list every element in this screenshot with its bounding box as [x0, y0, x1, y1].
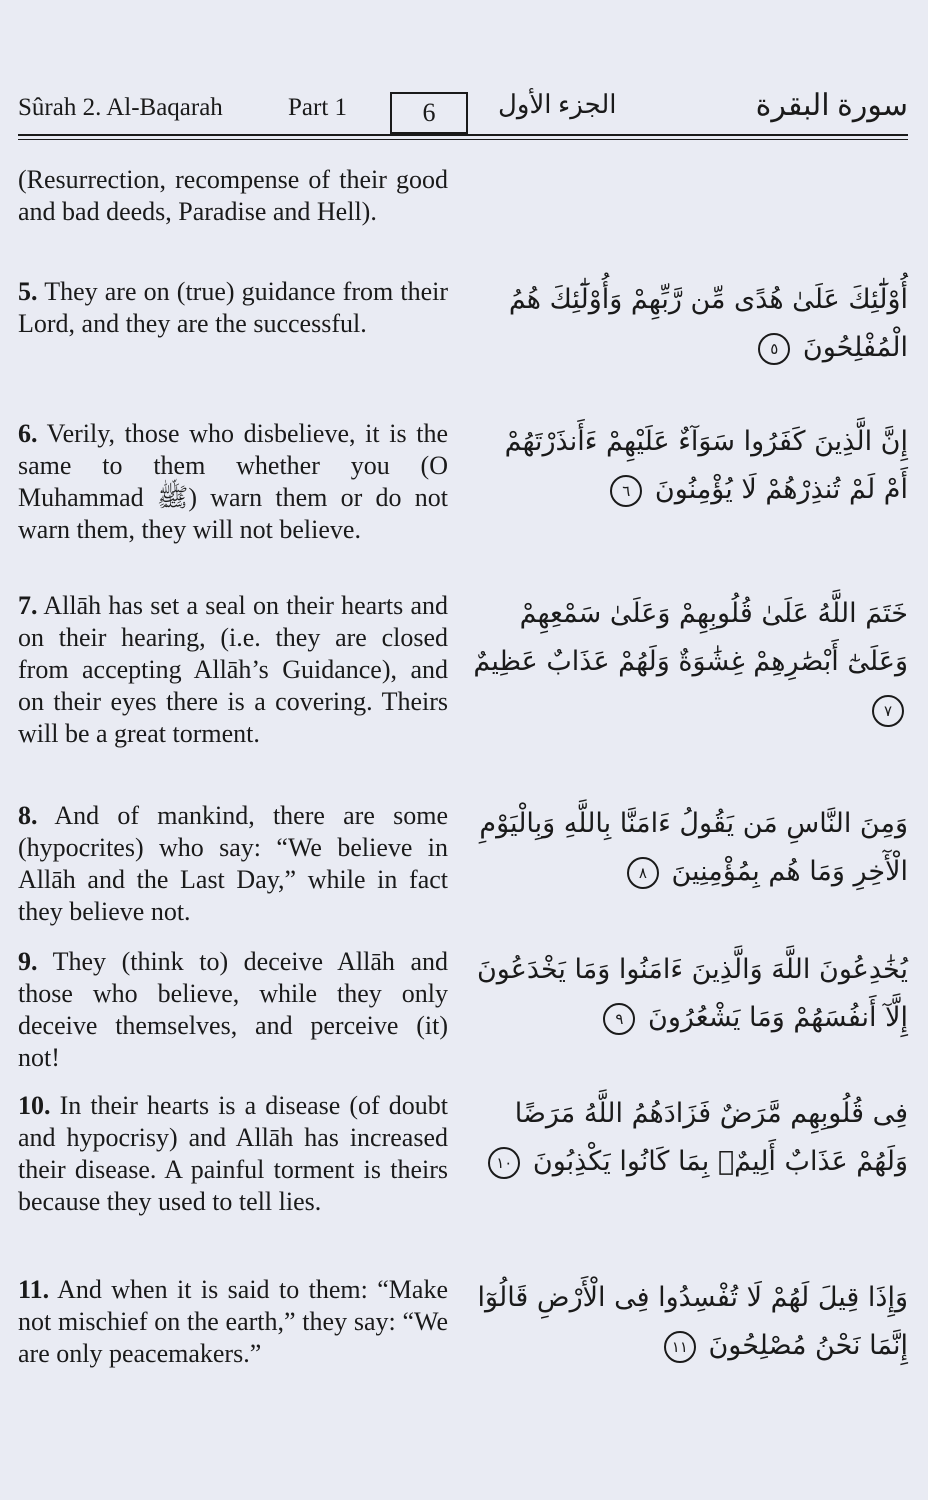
verse-end-marker: ١٠ [488, 1147, 520, 1179]
verse-english-10 [18, 1090, 448, 1218]
verse-arabic-8 [472, 800, 908, 896]
arabic-text: إِنَّ الَّذِينَ كَفَرُوا سَوَآءٌ عَلَيْهِمْ ءَأَنذَرْتَهُمْ أَمْ لَمْ تُنذِرْهُمْ لَا يُؤْمِنُونَ [504, 426, 908, 505]
verse-number: 11. [18, 1275, 50, 1304]
verse-text: Allāh has set a seal on their hearts and on their hearing, (i.e. they are closed from accepting Allāh’s Guidance), and on their eyes there is a covering. Theirs will be a great torment. [18, 591, 448, 748]
surah-title: Sûrah 2. Al-Baqarah [18, 94, 223, 121]
verse-english-5 [18, 276, 448, 340]
arabic-text: أُوْلَٰٓئِكَ عَلَىٰ هُدًى مِّن رَّبِّهِمْ وَأُوْلَٰٓئِكَ هُمُ الْمُفْلِحُونَ [508, 284, 908, 363]
verse-arabic-5 [472, 276, 908, 372]
verse-arabic-6 [472, 418, 908, 514]
verse-english-6 [18, 418, 448, 546]
verse-text: In their hearts is a disease (of doubt and hypocrisy) and Allāh has increased their disease. A painful torment is theirs because they used to tell lies. [18, 1091, 448, 1216]
verse-arabic-7 [472, 590, 908, 734]
verse-number: 7. [18, 591, 38, 620]
verse-english-11 [18, 1274, 448, 1370]
verse-english-7 [18, 590, 448, 750]
verse-number: 5. [18, 277, 38, 306]
verse-end-marker: ٩ [603, 1003, 635, 1035]
arabic-text: وَمِنَ النَّاسِ مَن يَقُولُ ءَامَنَّا بِاللَّهِ وَبِالْيَوْمِ الْأٓخِرِ وَمَا هُم بِمُؤْمِنِينَ [479, 808, 908, 887]
page-header [18, 88, 908, 138]
header-rule [18, 134, 908, 136]
verse-arabic-9 [472, 946, 908, 1042]
verse-arabic-10 [472, 1090, 908, 1186]
verse-end-marker: ٧ [872, 695, 904, 727]
verse-text: They are on (true) guidance from their Lord, and they are the successful. [18, 277, 448, 338]
verse-end-marker: ٦ [610, 475, 642, 507]
arabic-text: فِى قُلُوبِهِم مَّرَضٌ فَزَادَهُمُ اللَّهُ مَرَضًا وَلَهُمْ عَذَابٌ أَلِيمٌۢ بِمَا كَانُوا يَكْذِبُونَ [514, 1098, 908, 1177]
page-number: 6 [390, 92, 468, 134]
header-rule-thin [18, 139, 908, 140]
arabic-part-label: الجزء الأول [498, 90, 617, 119]
arabic-text: خَتَمَ اللَّهُ عَلَىٰ قُلُوبِهِمْ وَعَلَىٰ سَمْعِهِمْ وَعَلَىٰٓ أَبْصَٰرِهِمْ غِشَٰوَةٌ وَلَهُمْ عَذَابٌ عَظِيمٌ [473, 598, 908, 677]
verse-number: 6. [18, 419, 38, 448]
verse-end-marker: ٨ [627, 857, 659, 889]
part-label: Part 1 [288, 94, 348, 121]
verse-text: Verily, those who disbelieve, it is the same to them whether you (O Muhammad ﷺ) warn them or do not warn them, they will not believe. [18, 419, 448, 544]
verse-text: And of mankind, there are some (hypocrites) who say: “We believe in Allāh and the Last Day,” while in fact they believe not. [18, 801, 448, 926]
arabic-text: يُخَٰدِعُونَ اللَّهَ وَالَّذِينَ ءَامَنُوا وَمَا يَخْدَعُونَ إِلَّآ أَنفُسَهُمْ وَمَا يَشْعُرُونَ [476, 954, 908, 1033]
arabic-surah-title: سورة البقرة [755, 89, 908, 122]
verse-number: 9. [18, 947, 38, 976]
verse-english-8 [18, 800, 448, 928]
verse-number: 10. [18, 1091, 51, 1120]
verse-end-marker: ٥ [758, 333, 790, 365]
verse-english-9 [18, 946, 448, 1074]
verse-text: They (think to) deceive Allāh and those who believe, while they only deceive themselves, and perceive (it) not! [18, 947, 449, 1072]
verse-english-continuation [18, 164, 448, 228]
verse-arabic-11 [472, 1274, 908, 1370]
verse-end-marker: ١١ [664, 1331, 696, 1363]
verse-text: And when it is said to them: “Make not mischief on the earth,” they say: “We are only peacemakers.” [18, 1275, 448, 1368]
arabic-text: وَإِذَا قِيلَ لَهُمْ لَا تُفْسِدُوا فِى الْأَرْضِ قَالُوٓا إِنَّمَا نَحْنُ مُصْلِحُونَ [477, 1282, 908, 1361]
verse-text: (Resurrection, recompense of their good and bad deeds, Paradise and Hell). [18, 165, 448, 226]
verse-number: 8. [18, 801, 38, 830]
